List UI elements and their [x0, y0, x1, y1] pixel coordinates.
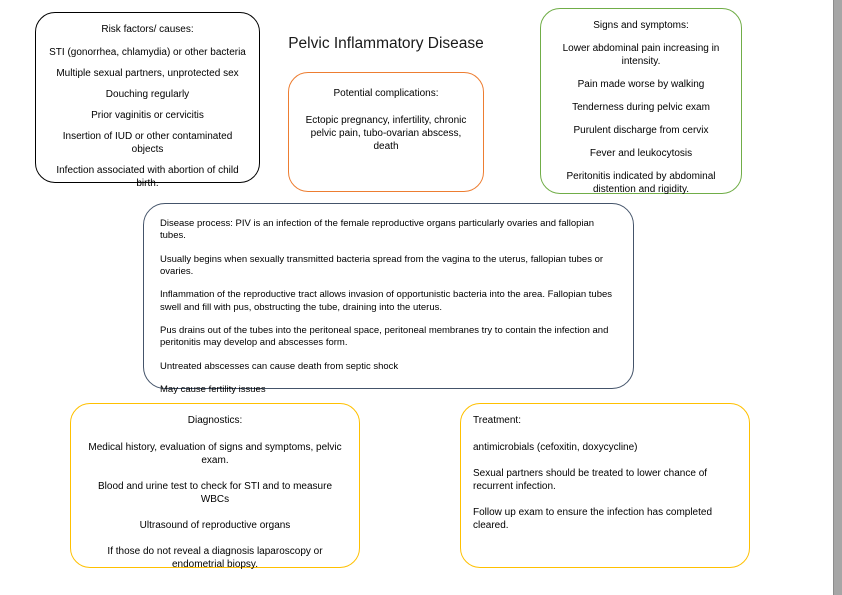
signs-symptoms-item: Pain made worse by walking — [577, 79, 705, 90]
signs-symptoms-item: Peritonitis indicated by abdominal distention and rigidity. — [566, 171, 716, 195]
treatment-item: antimicrobials (cefoxitin, doxycycline) — [473, 442, 638, 453]
treatment-item: Sexual partners should be treated to lower chance of recurrent infection. — [473, 468, 708, 492]
disease-process-paragraph: Pus drains out of the tubes into the peritoneal space, peritoneal membranes try to contain the infection and peritonitis may develop and abscesses form. — [160, 325, 609, 349]
risk-factors-item: Prior vaginitis or cervicitis — [91, 110, 204, 121]
treatment-box[interactable] — [460, 403, 750, 568]
risk-factors-item: STI (gonorrhea, chlamydia) or other bacteria — [49, 47, 246, 58]
risk-factors-item: Insertion of IUD or other contaminated objects — [62, 131, 233, 155]
risk-factors-title: Risk factors/ causes: — [101, 24, 194, 35]
complications-body: Ectopic pregnancy, infertility, chronic pelvic pain, tubo-ovarian abscess, death — [305, 115, 467, 152]
risk-factors-box[interactable] — [35, 12, 260, 189]
signs-symptoms-title: Signs and symptoms: — [593, 20, 689, 31]
signs-symptoms-item: Tenderness during pelvic exam — [572, 102, 710, 113]
diagnostics-item: Medical history, evaluation of signs and symptoms, pelvic exam. — [88, 442, 342, 466]
complications-title: Potential complications: — [333, 88, 439, 99]
signs-symptoms-item: Lower abdominal pain increasing in intensity. — [562, 43, 720, 67]
diagnostics-item: If those do not reveal a diagnosis laparoscopy or endometrial biopsy. — [107, 546, 323, 570]
treatment-title: Treatment: — [473, 415, 521, 426]
complications-box[interactable] — [288, 72, 484, 192]
diagnostics-box[interactable] — [70, 403, 360, 568]
disease-process-paragraph: Untreated abscesses can cause death from septic shock — [160, 360, 399, 372]
diagnostics-title: Diagnostics: — [187, 415, 243, 426]
disease-process-paragraph: Usually begins when sexually transmitted bacteria spread from the vagina to the uterus, fallopian tubes or ovaries. — [160, 253, 604, 278]
treatment-item: Follow up exam to ensure the infection has completed cleared. — [473, 507, 713, 531]
scrollbar-track[interactable] — [833, 0, 842, 595]
signs-symptoms-item: Fever and leukocytosis — [589, 148, 693, 159]
signs-symptoms-box[interactable] — [540, 8, 742, 194]
risk-factors-item: Infection associated with abortion of child birth. — [56, 165, 239, 189]
diagnostics-item: Blood and urine test to check for STI and to measure WBCs — [97, 481, 333, 505]
disease-process-paragraph: May cause fertility issues — [160, 384, 266, 396]
disease-process-box[interactable] — [143, 203, 634, 396]
disease-process-paragraph: Disease process: PIV is an infection of the female reproductive organs particularly ovaries and fallopian tubes. — [160, 218, 595, 242]
disease-process-paragraph: Inflammation of the reproductive tract allows invasion of opportunistic bacteria into the area. Fallopian tubes swell and fill with pus, obstructing the tube, draining into the uterus. — [160, 289, 613, 313]
diagnostics-item: Ultrasound of reproductive organs — [139, 520, 291, 531]
risk-factors-item: Douching regularly — [105, 89, 190, 100]
risk-factors-item: Multiple sexual partners, unprotected sex — [56, 68, 239, 79]
signs-symptoms-item: Purulent discharge from cervix — [573, 125, 709, 136]
page-title: Pelvic Inflammatory Disease — [288, 35, 484, 52]
